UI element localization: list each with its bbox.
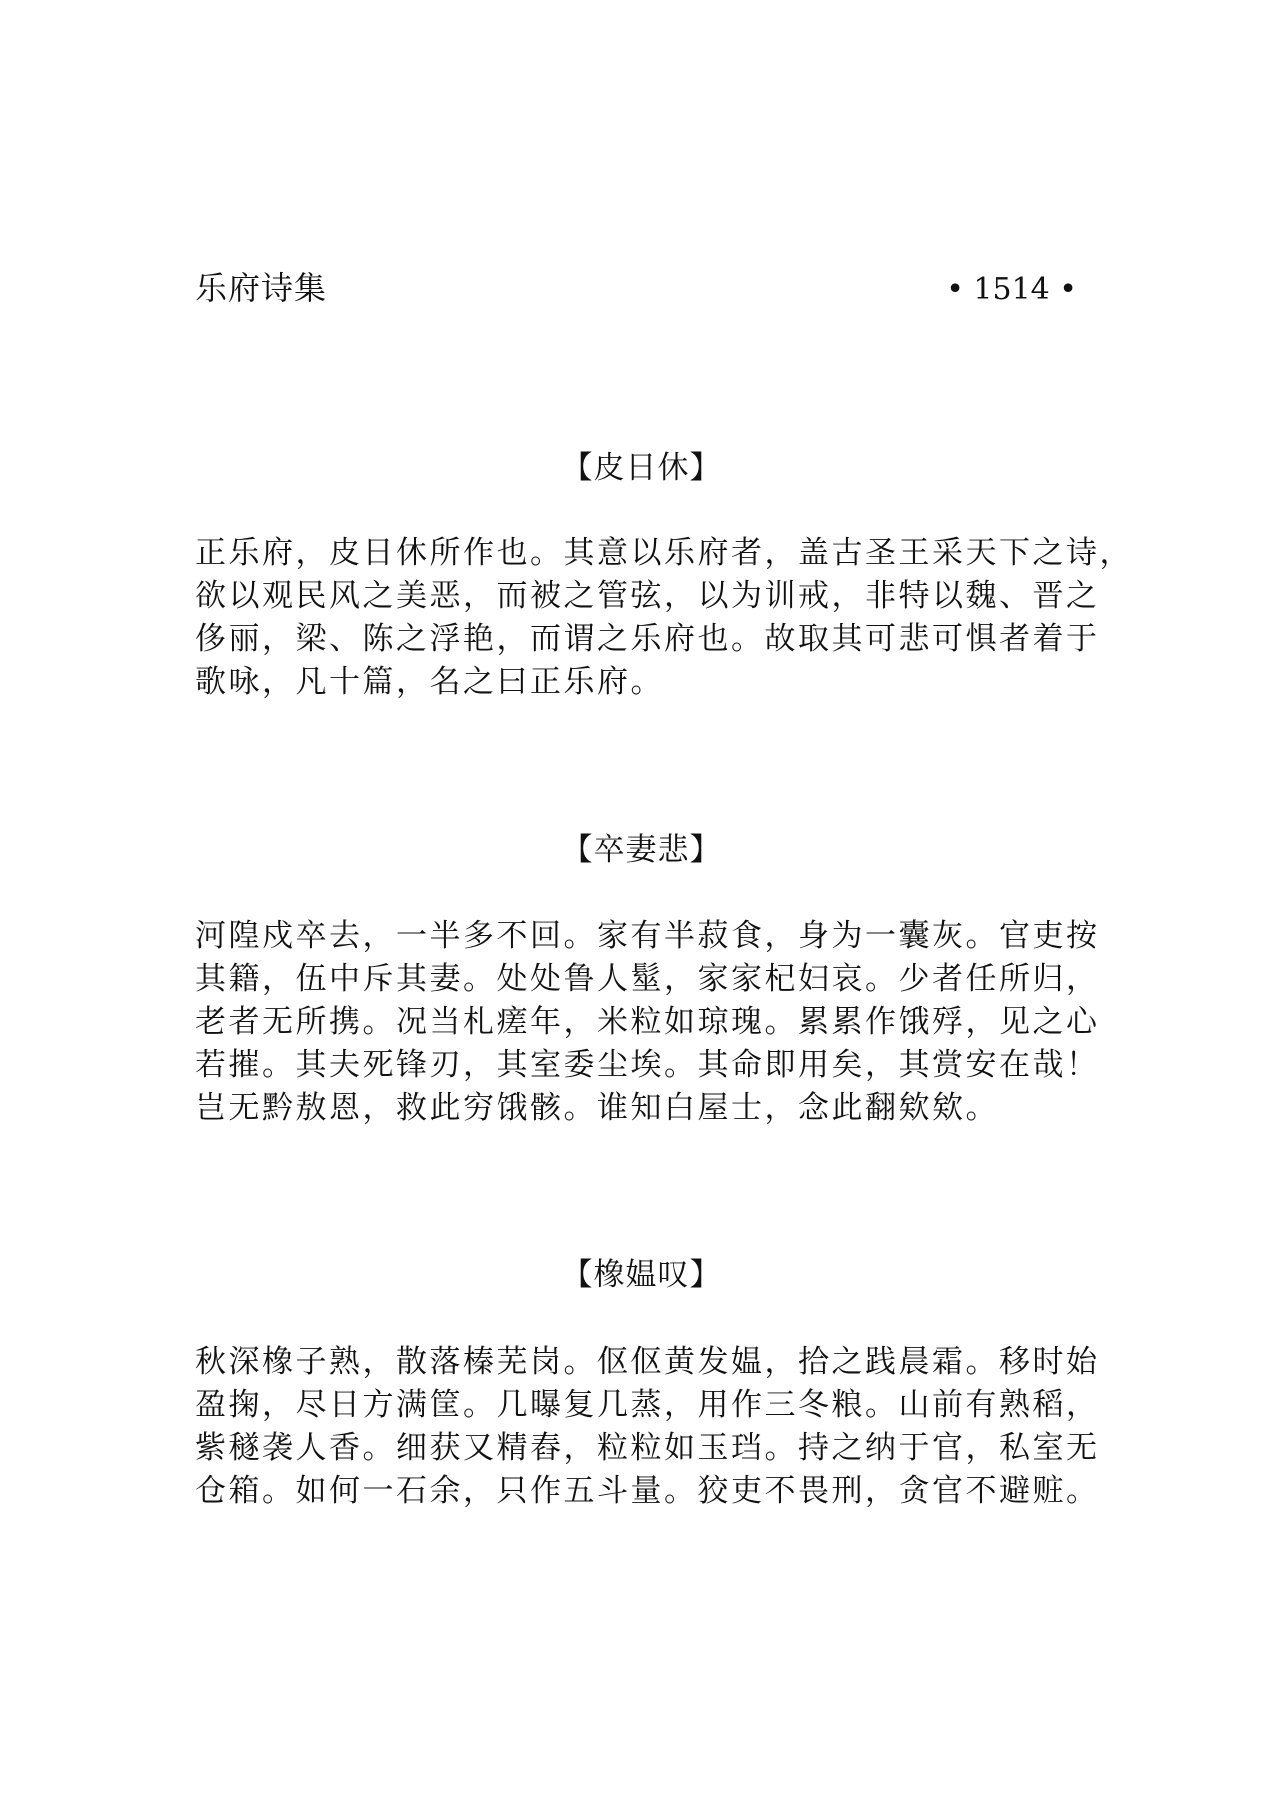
text-line: 侈丽，梁、陈之浮艳，而谓之乐府也。故取其可悲可惧者着于 [195,621,1100,657]
text-line: 紫穟袭人香。细获又精舂，粒粒如玉珰。持之纳于官，私室无 [195,1430,1100,1466]
section-body-zu-qi-bei [195,915,1105,1130]
section-title-pi-rixiu: 【皮日休】 [561,450,722,486]
text-line: 秋深橡子熟，散落榛芜岗。伛伛黄发媪，拾之践晨霜。移时始 [195,1344,1100,1380]
book-title: 乐府诗集 [195,269,328,307]
text-line: 正乐府，皮日休所作也。其意以乐府者，盖古圣王采天下之诗， [195,535,1133,571]
text-line: 若摧。其夫死锋刃，其室委尘埃。其命即用矣，其赏安在哉！ [195,1047,1100,1083]
text-line: 盈掬，尽日方满筐。几曝复几蒸，用作三冬粮。山前有熟稻， [195,1387,1100,1423]
page-number: • 1514 • [946,272,1077,307]
text-line: 岂无黔敖恩，救此穷饿骸。谁知白屋士，念此翻欸欸。 [195,1090,999,1126]
text-line: 欲以观民风之美恶，而被之管弦，以为训戒，非特以魏、晋之 [195,578,1100,614]
section-title-xiang-ao-tan: 【橡媪叹】 [561,1257,722,1293]
section-body-xiang-ao-tan [195,1341,1105,1513]
text-line: 歌咏，凡十篇，名之曰正乐府。 [195,664,664,700]
text-line: 河隍戍卒去，一半多不回。家有半菽食，身为一囊灰。官吏按 [195,918,1100,954]
text-line: 老者无所携。况当札瘥年，米粒如琼瑰。累累作饿殍，见之心 [195,1004,1100,1040]
text-line: 仓箱。如何一石余，只作五斗量。狡吏不畏刑，贪官不避赃。 [195,1473,1100,1509]
section-body-pi-rixiu [195,532,1133,704]
text-line: 其籍，伍中斥其妻。处处鲁人髽，家家杞妇哀。少者任所归， [195,961,1100,997]
section-title-zu-qi-bei: 【卒妻悲】 [561,832,722,868]
